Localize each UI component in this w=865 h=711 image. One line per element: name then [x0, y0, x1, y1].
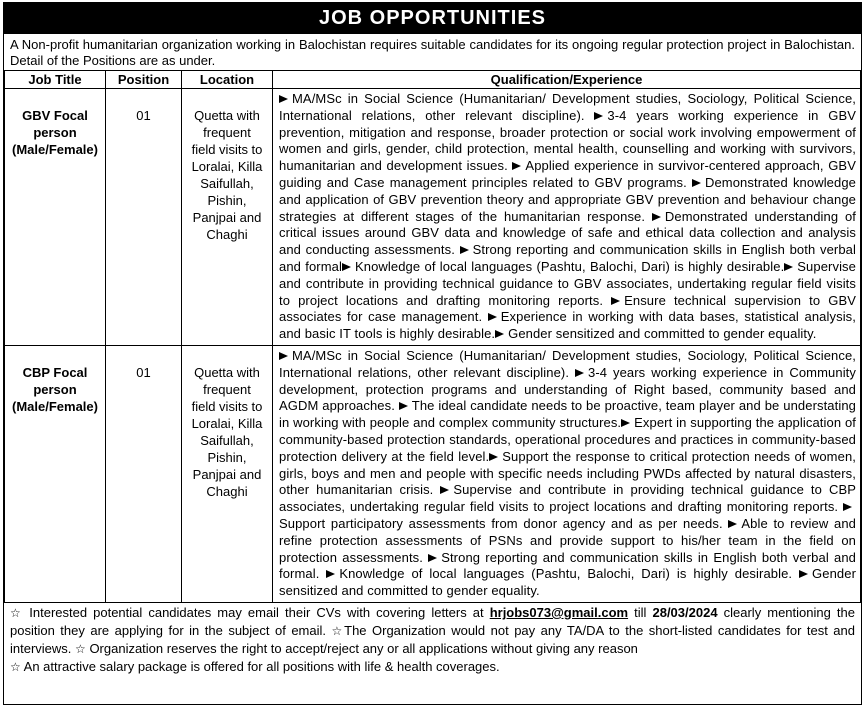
- location-cell: [182, 89, 273, 346]
- location-cell: [182, 345, 273, 602]
- job-title-cell: [5, 89, 106, 346]
- arrow-bullet-icon: [692, 179, 702, 188]
- location-line: field visits to: [191, 398, 263, 414]
- contact-email[interactable]: hrjobs073@gmail.com: [489, 604, 629, 620]
- qualification-cell: [273, 345, 861, 602]
- job-title-line: CBP Focal: [22, 364, 88, 380]
- footer-text: The Organization would not pay any TA/DA to the short-listed candidates for test and interviews.: [10, 622, 855, 656]
- header-position: Position: [106, 71, 182, 89]
- footer-text: Organization reserves the right to accept/reject any or all applications without giving any reason: [89, 640, 638, 656]
- location-line: field visits to: [191, 142, 263, 157]
- location-line: Pishin,: [207, 193, 247, 208]
- qualification-item: MA/MSc in Social Science (Humanitarian/ Development studies, Sociology, Political Science, International relations, other relevant discipline).: [279, 91, 856, 123]
- qualification-item: 3-4 years working experience in Community development, protection programs and understanding of Right based, community based and AGDM approaches.: [279, 364, 856, 414]
- qualification-item: Support participatory assessments from donor agency and as per needs.: [279, 515, 723, 531]
- intro-text: A Non-profit humanitarian organization working in Balochistan requires suitable candidates for its ongoing regular protection project in Balochistan. Detail of the Positions are as under.: [10, 37, 855, 68]
- job-title-line: person: [33, 381, 77, 397]
- qualification-item: Applied experience in survivor-centered approach, GBV guiding and Case management principles related to GBV programs.: [279, 158, 856, 190]
- qualification-item: Knowledge of local languages (Pashtu, Balochi, Dari) is highly desirable.: [339, 566, 793, 582]
- arrow-bullet-icon: [399, 402, 409, 411]
- job-title-line: (Male/Female): [12, 142, 98, 157]
- qualification-item: Gender sensitized and committed to gender equality.: [279, 566, 856, 599]
- location-line: Loralai, Killa: [191, 415, 263, 431]
- positions-table: [4, 70, 861, 603]
- position-count: 01: [106, 89, 182, 346]
- qualification-cell: [273, 89, 861, 346]
- footer-text: clearly mentioning the position they are applying for in the subject of email.: [10, 604, 855, 638]
- location-line: Saifullah,: [200, 432, 254, 448]
- qualification-item: Supervise and contribute in providing technical guidance to CBP associates, undertaking regular field visits to project locations and drafting monitoring reports.: [279, 482, 856, 515]
- footer-text: till: [634, 604, 647, 620]
- qualification-item: The ideal candidate needs to be proactive, team player and be understating in working with people and complex community structures.: [279, 398, 856, 431]
- qualification-item: Expert in supporting the application of community-based protection standards, operational procedures and practices in community-based protection delivery at the field level.: [279, 415, 856, 464]
- qualification-item: Demonstrated understanding of critical issues around GBV data and knowledge of safe and ethical data collection and analysis and conducting assessments.: [279, 208, 857, 258]
- job-title-line: GBV Focal: [22, 108, 88, 123]
- qualification-item: Gender sensitized and committed to gender equality.: [508, 326, 817, 342]
- job-title-line: (Male/Female): [12, 398, 98, 414]
- arrow-bullet-icon: [326, 570, 336, 579]
- arrow-bullet-icon: [594, 112, 604, 121]
- arrow-bullet-icon: [440, 486, 450, 495]
- arrow-bullet-icon: [621, 419, 631, 428]
- job-title-cell: [5, 345, 106, 602]
- star-icon: ☆: [331, 623, 345, 638]
- location-line: Panjpai and: [192, 466, 262, 482]
- qualification-item: 3-4 years working experience in GBV prevention, mitigation and response, broader protection or social work involving empowerment of women and girls, gender, child protection, mental health, counselling and working with survivors, humanitarian and development issues.: [279, 107, 856, 174]
- location-line: Chaghi: [206, 227, 248, 242]
- arrow-bullet-icon: [489, 453, 499, 462]
- job-advertisement: [3, 2, 862, 705]
- table-row: [5, 345, 861, 602]
- arrow-bullet-icon: [495, 330, 505, 339]
- arrow-bullet-icon: [512, 162, 522, 171]
- arrow-bullet-icon: [279, 352, 289, 361]
- arrow-bullet-icon: [460, 246, 470, 255]
- arrow-bullet-icon: [428, 554, 438, 563]
- qualification-item: Support the response to critical protection needs of women, girls, boys and men and people with specific needs including PWDs affected by natural disasters, other humanitarian crisis.: [279, 448, 856, 498]
- position-count: 01: [106, 345, 182, 602]
- qualification-item: Strong reporting and communication skills in English both verbal and formal: [279, 242, 856, 274]
- qualification-item: Ensure technical supervision to GBV associates for case management.: [279, 292, 856, 325]
- location-line: Panjpai and: [192, 210, 262, 225]
- job-title-line: person: [33, 125, 77, 140]
- qualification-item: Experience in working with data bases, statistical analysis, and basic IT tools is highly desirable.: [279, 309, 856, 342]
- header-location: Location: [182, 71, 273, 89]
- location-line: Chaghi: [206, 483, 248, 499]
- qualification-item: Strong reporting and communication skills in English both verbal and formal.: [279, 549, 857, 582]
- qualification-item: MA/MSc in Social Science (Humanitarian/ Development studies, Sociology, Political Science, International relations, other relevant discipline).: [279, 347, 856, 380]
- arrow-bullet-icon: [784, 263, 794, 272]
- qualification-item: Able to review and refine protection assessments of PSNs and provide support to his/her team in the field on protection assessments.: [279, 515, 856, 565]
- header-qualification: Qualification/Experience: [273, 71, 861, 89]
- footer-notes: [4, 603, 861, 677]
- arrow-bullet-icon: [843, 503, 853, 512]
- footer-text: An attractive salary package is offered for all positions with life & health coverages.: [23, 658, 500, 674]
- page-title: JOB OPPORTUNITIES: [4, 3, 861, 34]
- table-row: [5, 89, 861, 346]
- location-line: Loralai, Killa: [191, 159, 263, 174]
- qualification-item: Demonstrated knowledge and application of GBV prevention theory and appropriate GBV prevention and behaviour change strategies at different stages of the humanitarian response.: [279, 174, 857, 224]
- arrow-bullet-icon: [728, 520, 738, 529]
- header-job-title: Job Title: [5, 71, 106, 89]
- arrow-bullet-icon: [611, 297, 621, 306]
- star-icon: ☆: [10, 659, 21, 674]
- location-line: Saifullah,: [200, 176, 254, 191]
- footer-text: Interested potential candidates may email their CVs with covering letters at: [29, 604, 484, 620]
- table-header-row: [5, 71, 861, 89]
- qualification-item: Knowledge of local languages (Pashtu, Balochi, Dari) is highly desirable.: [354, 258, 785, 274]
- arrow-bullet-icon: [279, 95, 289, 104]
- star-icon: ☆: [10, 605, 24, 620]
- location-line: Quetta with: [194, 364, 260, 380]
- star-icon: ☆: [75, 641, 86, 656]
- location-line: frequent: [203, 125, 251, 140]
- arrow-bullet-icon: [652, 213, 662, 222]
- deadline-date: 28/03/2024: [652, 604, 718, 620]
- arrow-bullet-icon: [342, 263, 352, 272]
- location-line: frequent: [203, 381, 251, 397]
- arrow-bullet-icon: [799, 570, 809, 579]
- qualification-item: Supervise and contribute in providing technical guidance to GBV associates, undertaking regular field visits to project locations and drafting monitoring reports.: [279, 258, 856, 308]
- arrow-bullet-icon: [488, 313, 498, 322]
- arrow-bullet-icon: [575, 369, 585, 378]
- location-line: Pishin,: [207, 449, 247, 465]
- location-line: Quetta with: [194, 108, 260, 123]
